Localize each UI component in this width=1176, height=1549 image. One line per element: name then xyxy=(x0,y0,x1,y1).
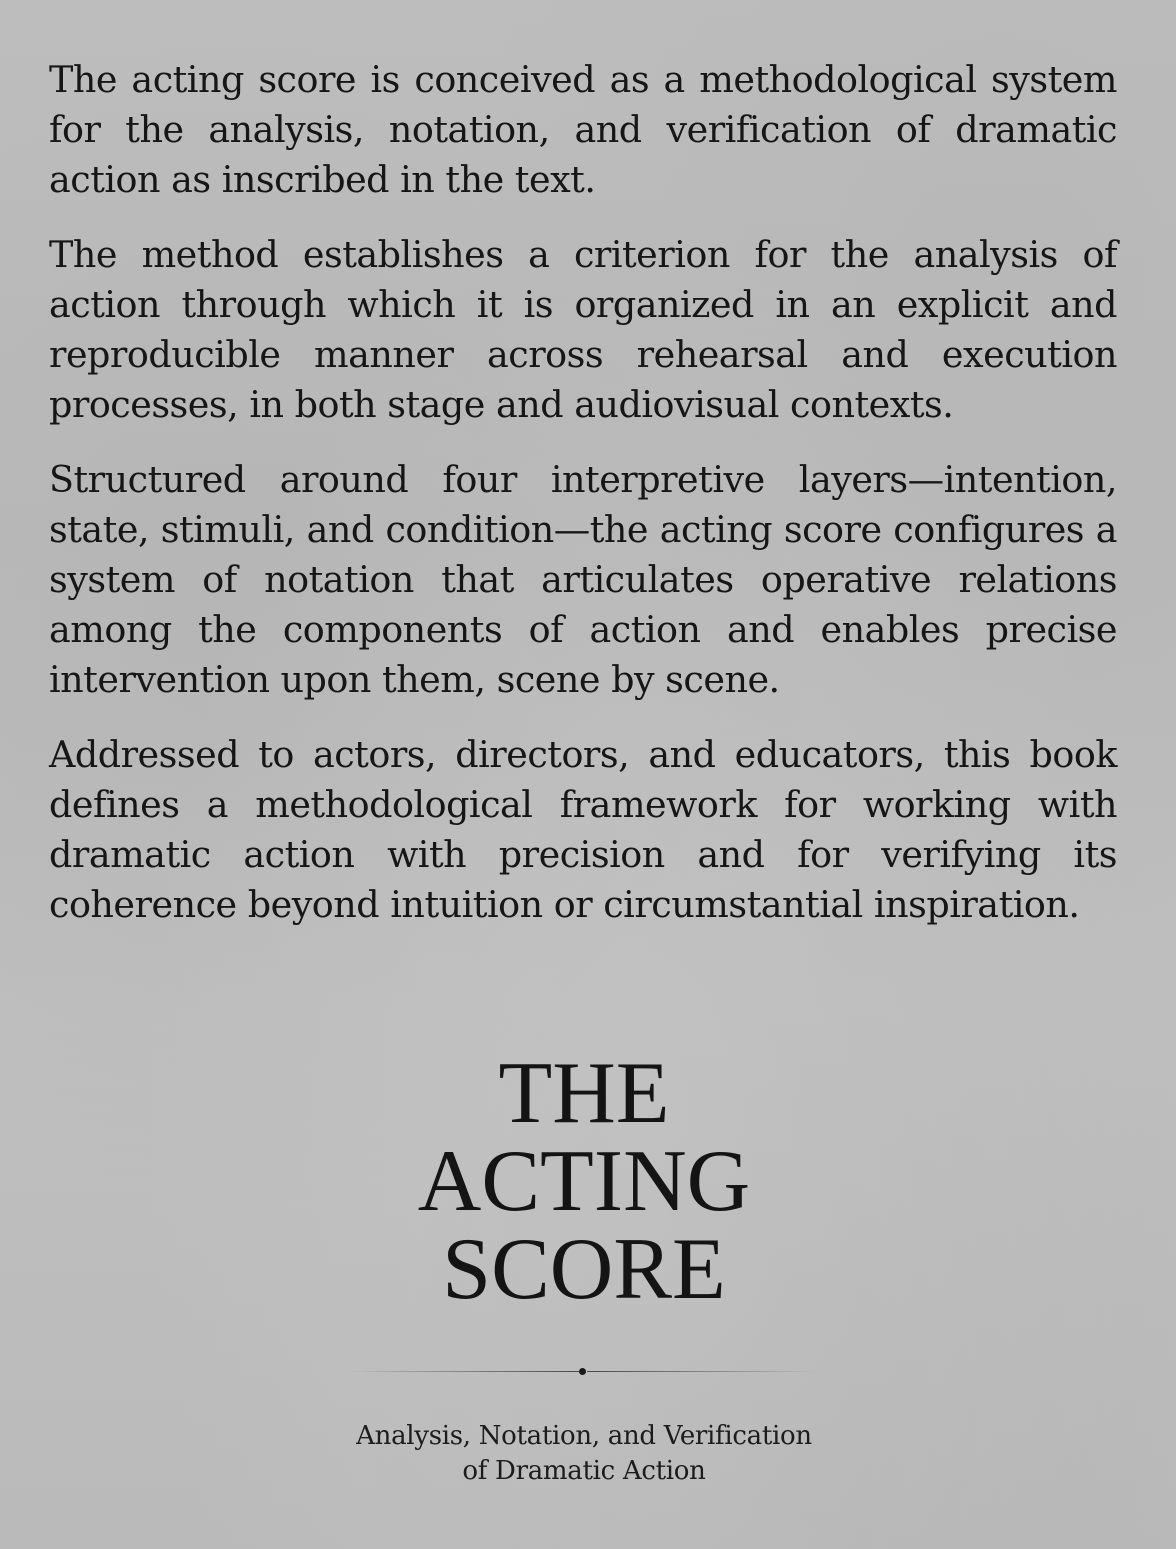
book-subtitle xyxy=(0,1419,1168,1489)
title-line: SCORE xyxy=(442,1221,726,1318)
subtitle-line: Analysis, Notation, and Verification xyxy=(356,1421,812,1451)
blurb-paragraph: The acting score is conceived as a methodological system for the analysis, notation, and verification of dramatic action as inscribed in the text. xyxy=(49,58,1117,201)
book-title xyxy=(0,1045,1168,1318)
divider-line-right xyxy=(587,1371,817,1372)
blurb-paragraph: Addressed to actors, directors, and educators, this book defines a methodological framework for working with dramatic action with precision and for verifying its coherence beyond intuition or circumstantial inspiration. xyxy=(49,733,1117,926)
title-line: THE xyxy=(498,1045,670,1142)
ornamental-divider xyxy=(347,1371,817,1373)
title-line: ACTING xyxy=(417,1133,751,1230)
divider-dot-icon xyxy=(579,1368,586,1375)
divider-line-left xyxy=(347,1371,579,1372)
subtitle-line: of Dramatic Action xyxy=(462,1456,706,1486)
blurb-text xyxy=(49,55,1117,955)
blurb-paragraph: Structured around four interpretive layers—intention, state, stimuli, and condition—the acting score configures a system of notation that articulates operative relations among the components of action and enables precise intervention upon them, scene by scene. xyxy=(49,458,1117,701)
blurb-paragraph: The method establishes a criterion for the analysis of action through which it is organized in an explicit and reproducible manner across rehearsal and execution processes, in both stage and audiovisual contexts. xyxy=(49,233,1117,426)
